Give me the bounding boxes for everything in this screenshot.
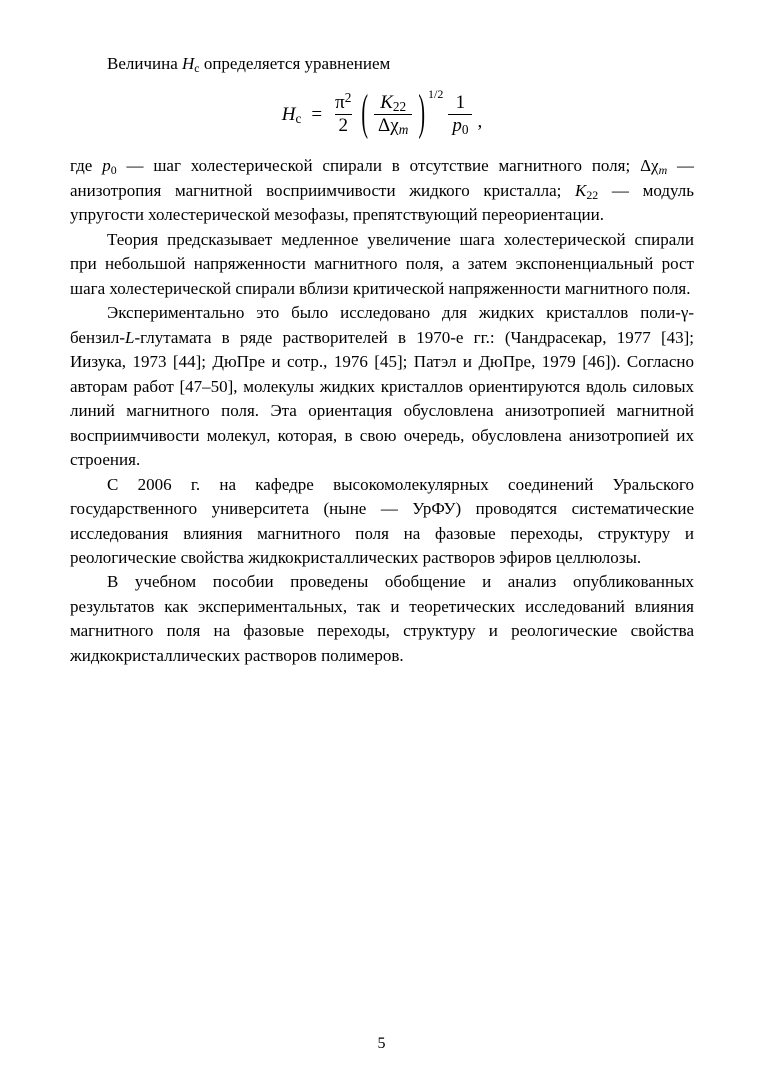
text-segment: L <box>125 327 135 347</box>
equation-hc <box>70 86 694 142</box>
k-symbol: K <box>380 92 393 114</box>
delta-chi-symbol: Δχ <box>378 114 399 136</box>
half-exponent: 1/2 <box>427 87 444 102</box>
formula-lhs <box>282 101 302 128</box>
p-subscript: 0 <box>461 122 469 138</box>
text-segment: определяется уравнением <box>199 54 391 73</box>
text-segment: m <box>658 163 668 178</box>
k-subscript: 22 <box>392 99 407 115</box>
text-segment: — анизотропия магнитной восприимчивости жидкого кристалла; <box>70 156 695 200</box>
text-segment: 22 <box>586 187 599 202</box>
pitch-fraction <box>448 92 472 137</box>
k-chi-fraction <box>374 92 412 137</box>
text-segment: Величина <box>107 54 183 73</box>
pitch-fraction-numerator: 1 <box>455 92 466 114</box>
text-segment: — модуль упругости холестерической мезофазы, препятствующий переориентации. <box>70 180 694 225</box>
pi-fraction <box>331 92 355 137</box>
text-segment: где <box>70 156 103 176</box>
chi-fraction-denominator <box>374 114 412 137</box>
text-segment: H <box>182 54 195 73</box>
page-number: 5 <box>377 1035 386 1052</box>
text-segment: С 2006 г. на кафедре высокомолекулярных соединений Уральского государственного университета (ныне — УрФУ) проводятся систематические исследования влияния магнитного поля на фазовые переходы, структуру и реологические свойства жидкокристаллических растворов эфиров целлюлозы. <box>70 474 694 567</box>
theory-paragraph <box>70 228 694 301</box>
body-text <box>70 52 694 668</box>
open-paren: ( <box>361 85 369 141</box>
formula-comma: , <box>477 110 483 132</box>
k-fraction-numerator <box>376 92 410 114</box>
pitch-fraction-denominator <box>448 114 472 137</box>
pi-symbol: π <box>335 92 345 114</box>
ural-university-paragraph <box>70 473 694 571</box>
experimental-paragraph <box>70 301 694 472</box>
text-segment: — шаг холестерической спирали в отсутствие магнитного поля; <box>116 156 641 176</box>
text-segment: Теория предсказывает медленное увеличение шага холестерической спирали при небольшой напряженности магнитного поля, а затем экспоненциальный рост шага холестерической спирали вблизи критической напряженности магнитного поля. <box>70 229 694 298</box>
equals-sign: = <box>311 103 323 125</box>
intro-line <box>70 52 694 76</box>
text-segment: Δχ <box>640 156 659 176</box>
p-symbol: p <box>452 114 462 136</box>
text-segment: 0 <box>110 163 117 178</box>
chi-subscript: m <box>398 122 409 138</box>
pi-fraction-denominator: 2 <box>335 114 353 137</box>
body-paragraphs <box>70 154 694 668</box>
formula-lhs-sub: c <box>295 111 302 127</box>
pi-fraction-numerator <box>331 92 355 114</box>
where-clause <box>70 154 694 227</box>
text-segment: -глутамата в ряде растворителей в 1970-е гг.: (Чандрасекар, 1977 [43]; Иизука, 1973 [44]; ДюПре и сотр., 1976 [45]; Патэл и ДюПре, 1979 [46]). Согласно авторам работ [47–50], молекулы жидких кристаллов ориентируются вдоль силовых линий магнитного поля. Эта ориентация обусловлена анизотропией магнитной восприимчивости молекул, которая, в свою очередь, обусловлена анизотропией их строения. <box>70 327 694 470</box>
text-segment: c <box>194 60 200 75</box>
text-segment: Экспериментально это было исследовано для жидких кристаллов поли-γ-бензил- <box>70 303 694 347</box>
text-segment: K <box>575 180 587 200</box>
pi-exponent: 2 <box>344 90 352 106</box>
close-paren: ) <box>418 85 425 141</box>
textbook-summary-paragraph <box>70 570 694 668</box>
text-segment: В учебном пособии проведены обобщение и анализ опубликованных результатов как экспериментальных, так и теоретических исследований влияния магнитного поля на фазовые переходы, структуру и реологические свойства жидкокристаллических растворов полимеров. <box>70 572 694 665</box>
text-segment: p <box>102 156 111 176</box>
formula-lhs-var: H <box>281 103 296 125</box>
